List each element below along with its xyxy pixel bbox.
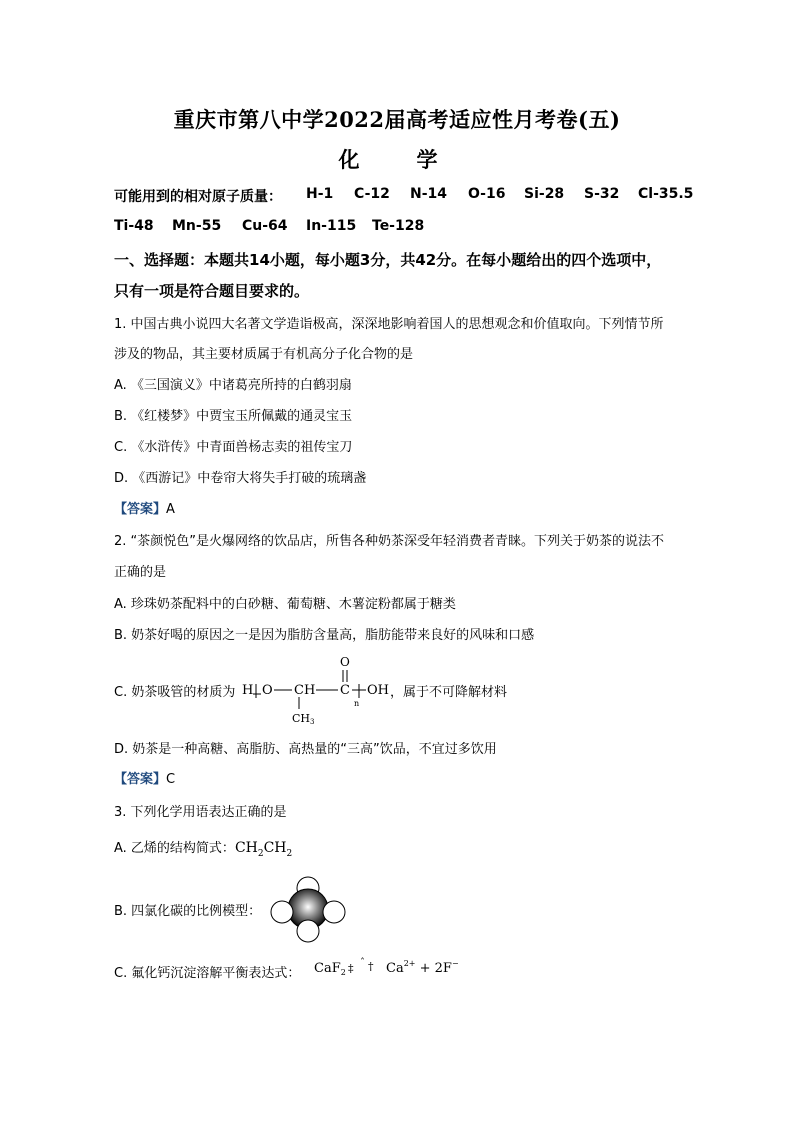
q3-option-b: B. 四氯化碳的比例模型： — [114, 904, 262, 919]
answer-value: C — [166, 772, 176, 787]
q3-option-c-label: C. 氟化钙沉淀溶解平衡表达式： — [114, 966, 301, 981]
atomic-mass-item: Cu-64 — [242, 218, 288, 234]
atomic-mass-row-1 — [114, 186, 694, 206]
section-heading-line-1: 一、选择题：本题共14小题，每小题3分，共42分。在每小题给出的四个选项中， — [114, 251, 662, 269]
section-heading-line-2: 只有一项是符合题目要求的。 — [114, 282, 310, 300]
q1-stem-line-1: 1. 中国古典小说四大名著文学造诣极高，深深地影响着国人的思想观念和价值取向。下列情节所 — [114, 317, 664, 332]
equilibrium-arrow-glyph: † — [368, 960, 374, 973]
chlorine-atom — [297, 920, 319, 942]
q3-option-c — [114, 962, 300, 981]
formula-n: n — [354, 699, 360, 708]
page-title: 重庆市第八中学2022届高考适应性月考卷(五) — [173, 107, 621, 132]
atomic-mass-item: H-1 — [306, 186, 334, 202]
chlorine-atom — [271, 901, 293, 923]
equilibrium-arrow-glyph: ‡ — [348, 962, 354, 975]
q3-stem: 3. 下列化学用语表达正确的是 — [114, 805, 287, 820]
atomic-mass-item: Ti-48 — [114, 218, 154, 234]
q2-option-c-suffix: ，属于不可降解材料 — [390, 685, 508, 700]
atomic-mass-item: Mn-55 — [172, 218, 222, 234]
formula-oh: OH — [367, 683, 389, 698]
q2-option-d: D. 奶茶是一种高糖、高脂肪、高热量的“三高”饮品，不宜过多饮用 — [114, 742, 497, 757]
equilibrium-arrow-glyph: ˆ — [360, 958, 365, 969]
q1-option-d: D. 《西游记》中卷帘大将失手打破的琉璃盏 — [114, 471, 367, 486]
eq-left-species: CaF$_2$ — [314, 961, 346, 977]
chlorine-atom — [323, 901, 345, 923]
atomic-mass-item: Si-28 — [524, 186, 565, 202]
atomic-mass-item: Cl-35.5 — [638, 186, 694, 202]
caf2-equilibrium-equation — [314, 952, 474, 980]
atomic-mass-item: C-12 — [354, 186, 390, 202]
atomic-mass-label: 可能用到的相对原子质量： — [114, 189, 282, 205]
q1-option-b: B. 《红楼梦》中贾宝玉所佩戴的通灵宝玉 — [114, 409, 353, 424]
ethylene-formula: $CH_2CH_2$ — [234, 840, 293, 859]
q1-option-a: A. 《三国演义》中诸葛亮所持的白鹤羽扇 — [114, 378, 352, 393]
q1-stem-line-2: 涉及的物品，其主要材质属于有机高分子化合物的是 — [114, 347, 414, 362]
q1-answer — [114, 498, 175, 517]
answer-tag: 【答案】 — [114, 502, 167, 517]
formula-h: H — [242, 683, 254, 698]
atomic-mass-item: N-14 — [410, 186, 448, 202]
atomic-mass-item: O-16 — [468, 186, 506, 202]
ccl4-space-filling-model — [268, 874, 348, 944]
answer-value: A — [166, 502, 175, 517]
subject-heading: 化 学 — [338, 147, 456, 172]
formula-c: C — [340, 683, 350, 698]
formula-carbonyl-o: O — [340, 655, 350, 669]
q1-option-c: C. 《水浒传》中青面兽杨志卖的祖传宝刀 — [114, 440, 353, 455]
q2-option-c-prefix: C. 奶茶吸管的材质为 — [114, 685, 236, 700]
q2-stem-line-2: 正确的是 — [114, 565, 167, 580]
formula-o: O — [262, 683, 273, 698]
formula-ch3: CH3 — [292, 712, 315, 726]
answer-tag: 【答案】 — [114, 772, 167, 787]
atomic-mass-item: In-115 — [306, 218, 357, 234]
q2-stem-line-1: 2. “茶颜悦色”是火爆网络的饮品店，所售各种奶茶深受年轻消费者青睐。下列关于奶茶的说法不 — [114, 534, 665, 549]
formula-ch: CH — [294, 683, 316, 698]
q2-option-b: B. 奶茶好喝的原因之一是因为脂肪含量高，脂肪能带来良好的风味和口感 — [114, 628, 535, 643]
q2-answer — [114, 768, 175, 787]
eq-right-species: $Ca^{2+} + 2F^-$ — [386, 959, 459, 976]
q3-option-a-label: A. 乙烯的结构简式： — [114, 841, 235, 856]
atomic-mass-item: S-32 — [584, 186, 620, 202]
q3-option-a — [114, 837, 292, 859]
atomic-mass-item: Te-128 — [372, 218, 425, 234]
q2-option-a: A. 珍珠奶茶配料中的白砂糖、葡萄糖、木薯淀粉都属于糖类 — [114, 597, 456, 612]
